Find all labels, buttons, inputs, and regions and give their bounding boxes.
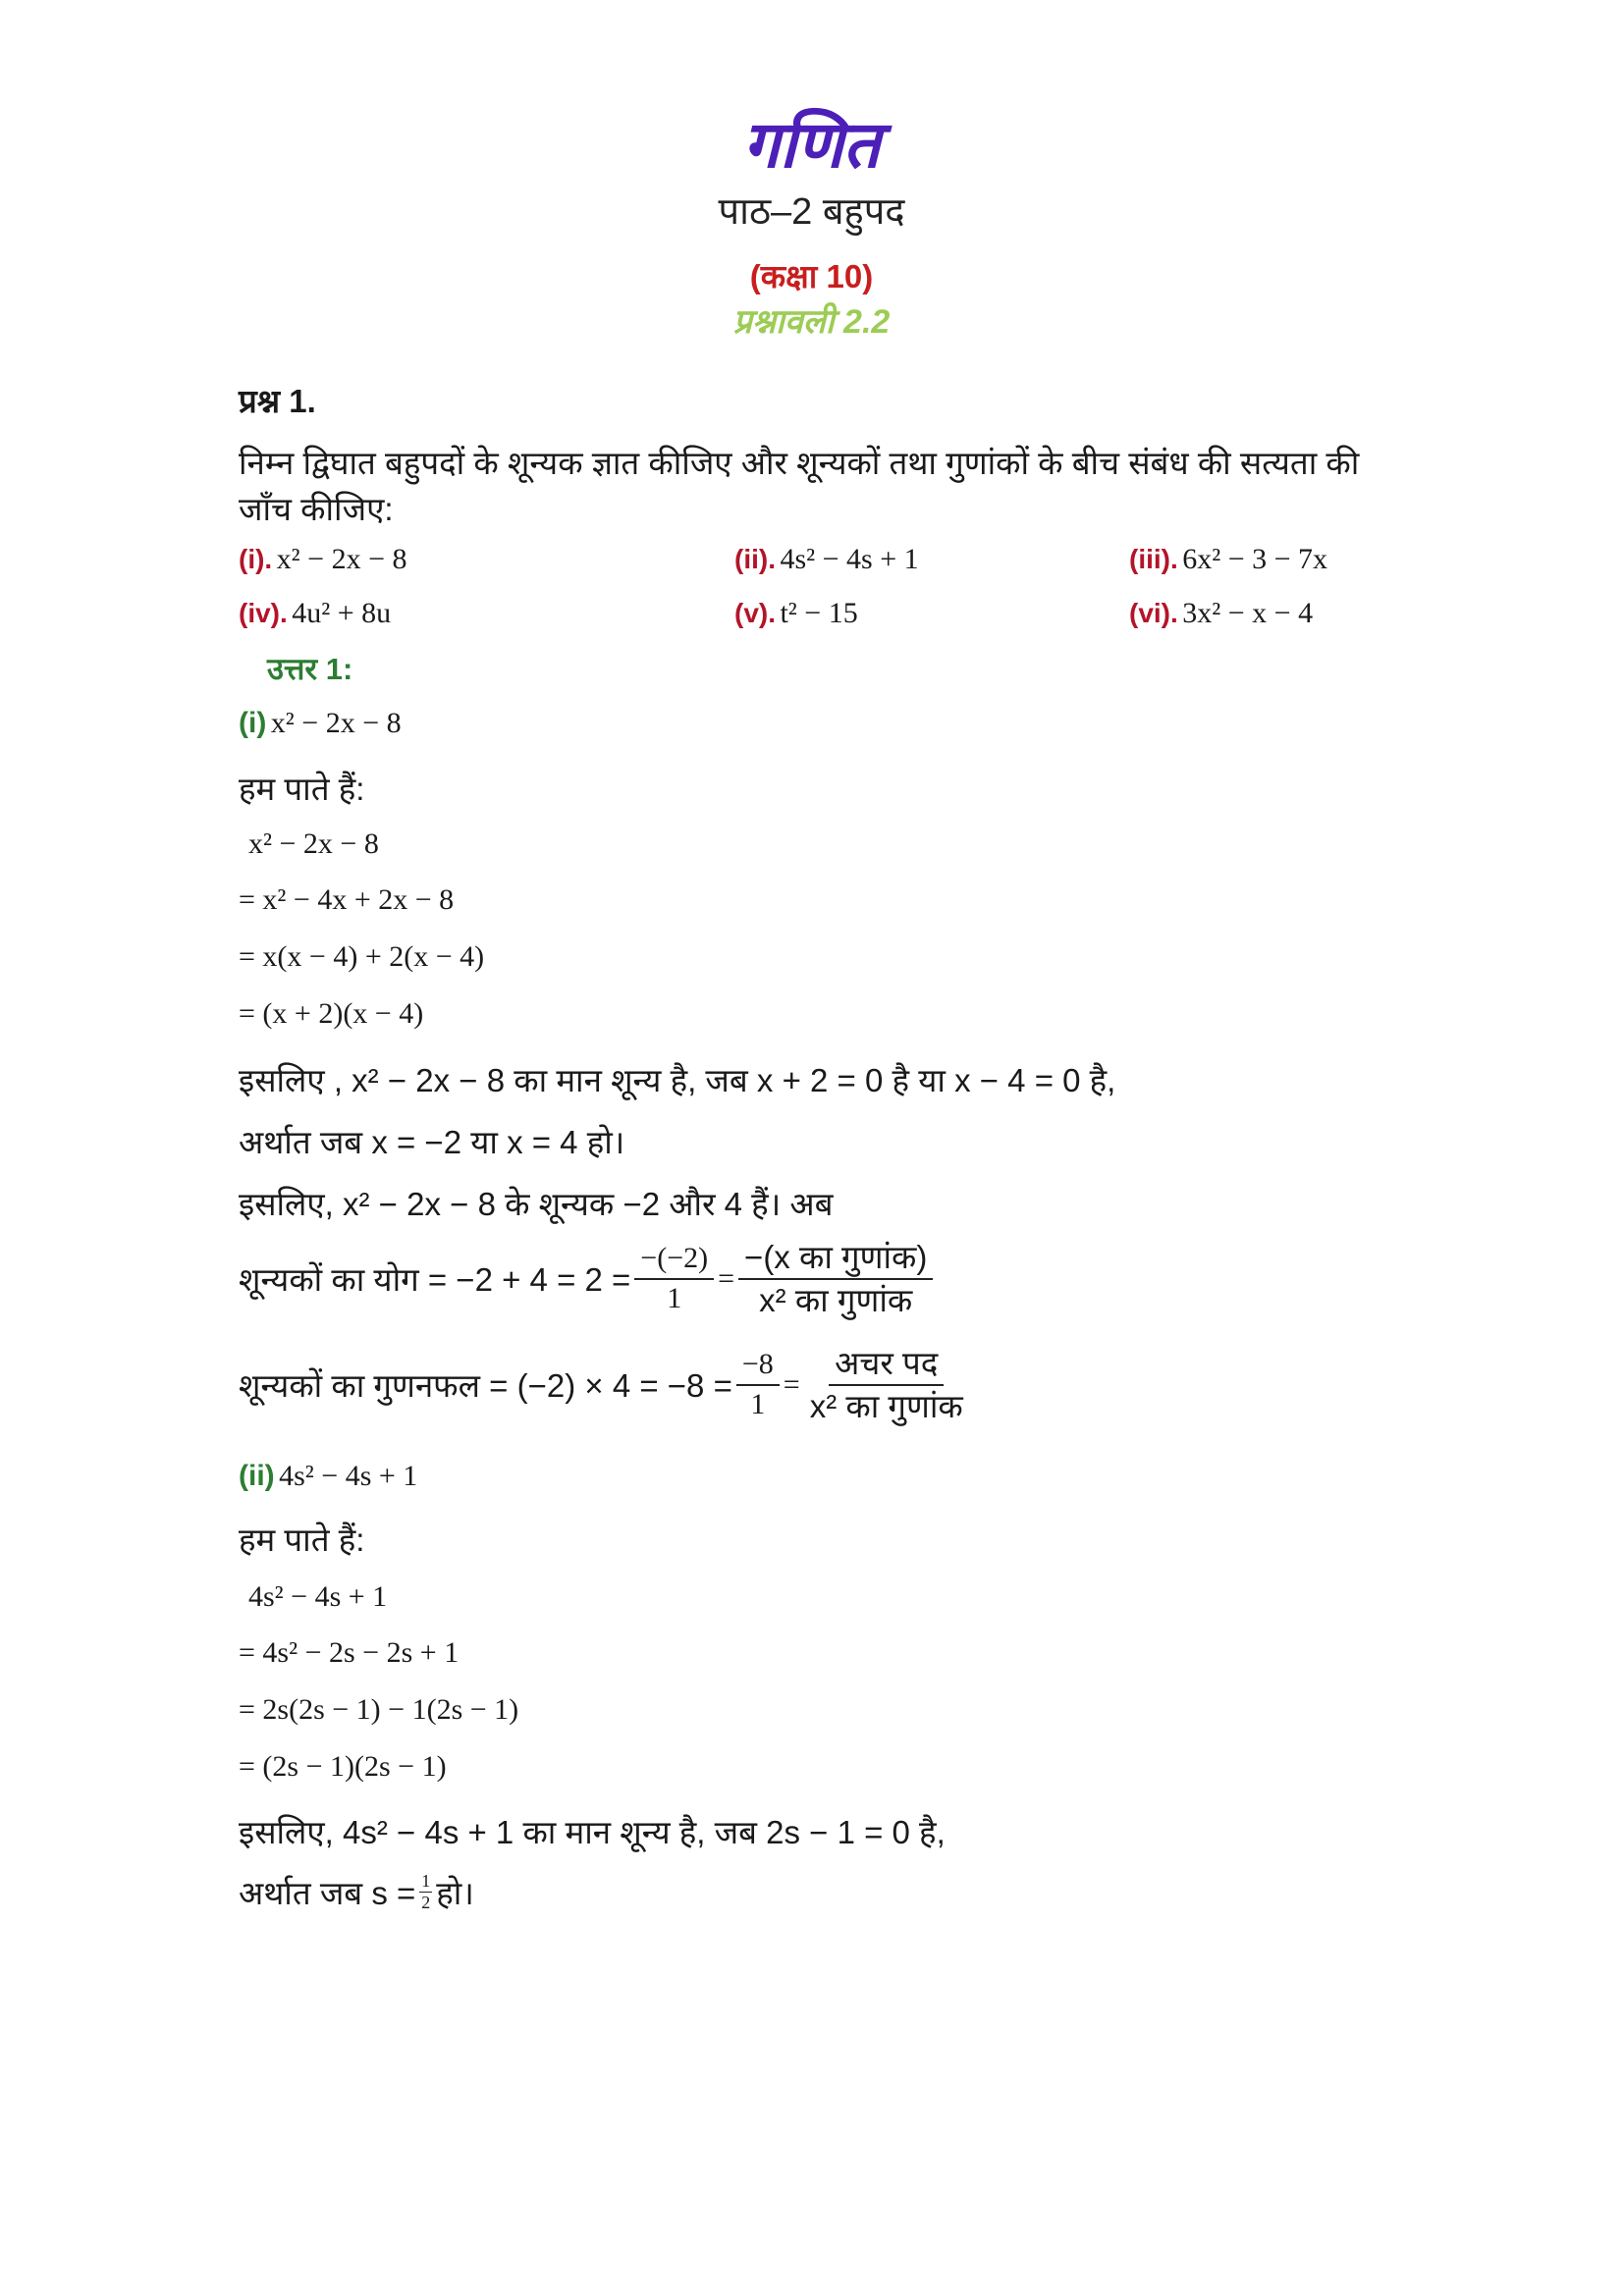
- product-of-zeros-relation: [239, 1345, 973, 1425]
- chapter-title: पाठ–2 बहुपद: [718, 191, 905, 233]
- denominator: x² का गुणांक: [809, 1387, 963, 1424]
- part-label: (vi).: [1129, 598, 1178, 628]
- question-part-i: [239, 543, 407, 576]
- denominator: x² का गुणांक: [759, 1281, 913, 1318]
- part-expression: t² − 15: [780, 597, 858, 629]
- numerator: अचर पद: [829, 1345, 944, 1386]
- question-part-ii: [734, 543, 919, 576]
- part-label: (iii).: [1129, 544, 1178, 574]
- part-label: (i).: [239, 544, 273, 574]
- part-expression: 4s² − 4s + 1: [780, 543, 919, 575]
- fraction: [738, 1239, 933, 1319]
- part-label: (iv).: [239, 598, 288, 628]
- numerator: −8: [736, 1348, 780, 1386]
- step-line: = 2s(2s − 1) − 1(2s − 1): [239, 1693, 519, 1726]
- subject-title: गणित: [742, 108, 881, 181]
- zero-condition-line: इसलिए, 4s² − 4s + 1 का मान शून्य है, जब 2s − 1 = 0 है,: [239, 1814, 946, 1850]
- part-label: (i): [239, 707, 267, 739]
- part-expression: x² − 2x − 8: [276, 543, 407, 575]
- fraction: [634, 1242, 714, 1315]
- exercise-label: प्रश्नावली 2.2: [732, 303, 891, 341]
- question-text-line2: जाँच कीजिए:: [239, 491, 394, 527]
- part-expression: 3x² − x − 4: [1182, 597, 1314, 629]
- zero-values-line: [239, 1870, 474, 1914]
- product-lhs: शून्यकों का गुणनफल = (−2) × 4 = −8 =: [239, 1367, 732, 1405]
- equals-sign: =: [783, 1367, 800, 1401]
- we-get-text: हम पाते हैं:: [239, 771, 365, 807]
- question-label: प्रश्न 1.: [239, 383, 316, 419]
- part-expression: x² − 2x − 8: [270, 707, 402, 739]
- fraction: [736, 1348, 780, 1421]
- answer-label: उत्तर 1:: [267, 652, 353, 686]
- denominator: 1: [667, 1281, 682, 1314]
- step-line: x² − 2x − 8: [248, 828, 379, 860]
- zeros-conclusion-line: इसलिए, x² − 2x − 8 के शून्यक −2 और 4 हैं। अब: [239, 1186, 834, 1222]
- numerator: 1: [421, 1871, 431, 1892]
- step-line: = (x + 2)(x − 4): [239, 997, 424, 1030]
- zero-values-line: अर्थात जब x = −2 या x = 4 हो।: [239, 1124, 625, 1160]
- when-prefix: अर्थात जब s =: [239, 1875, 416, 1911]
- equals-sign: =: [718, 1261, 735, 1295]
- question-text-line1: निम्न द्विघात बहुपदों के शून्यक ज्ञात कीजिए और शून्यकों तथा गुणांकों के बीच संबंध की सत्यता की: [239, 445, 1360, 481]
- answer-part-ii-heading: [239, 1460, 417, 1493]
- fraction-half: [419, 1871, 432, 1912]
- we-get-text: हम पाते हैं:: [239, 1522, 365, 1558]
- step-line: = x(x − 4) + 2(x − 4): [239, 940, 485, 973]
- step-line: = x² − 4x + 2x − 8: [239, 883, 455, 916]
- part-label: (v).: [734, 598, 776, 628]
- question-part-iv: [239, 597, 391, 630]
- numerator: −(−2): [634, 1242, 714, 1280]
- fraction: [804, 1345, 969, 1425]
- question-part-v: [734, 597, 858, 630]
- zero-condition-line: इसलिए , x² − 2x − 8 का मान शून्य है, जब x + 2 = 0 है या x − 4 = 0 है,: [239, 1062, 1116, 1098]
- step-line: = 4s² − 2s − 2s + 1: [239, 1636, 460, 1669]
- when-suffix: हो।: [436, 1875, 474, 1911]
- denominator: 2: [421, 1893, 431, 1912]
- denominator: 1: [750, 1387, 766, 1420]
- question-part-vi: [1129, 597, 1313, 630]
- sum-lhs: शून्यकों का योग = −2 + 4 = 2 =: [239, 1261, 631, 1299]
- part-expression: 6x² − 3 − 7x: [1182, 543, 1328, 575]
- sum-of-zeros-relation: [239, 1239, 937, 1319]
- step-line: 4s² − 4s + 1: [248, 1580, 388, 1613]
- answer-part-i-heading: [239, 707, 402, 740]
- part-label: (ii): [239, 1460, 275, 1492]
- part-expression: 4s² − 4s + 1: [279, 1460, 418, 1492]
- part-expression: 4u² + 8u: [292, 597, 392, 629]
- part-label: (ii).: [734, 544, 776, 574]
- class-label: (कक्षा 10): [749, 258, 874, 294]
- question-part-iii: [1129, 543, 1327, 576]
- numerator: −(x का गुणांक): [738, 1239, 933, 1280]
- step-line: = (2s − 1)(2s − 1): [239, 1750, 447, 1783]
